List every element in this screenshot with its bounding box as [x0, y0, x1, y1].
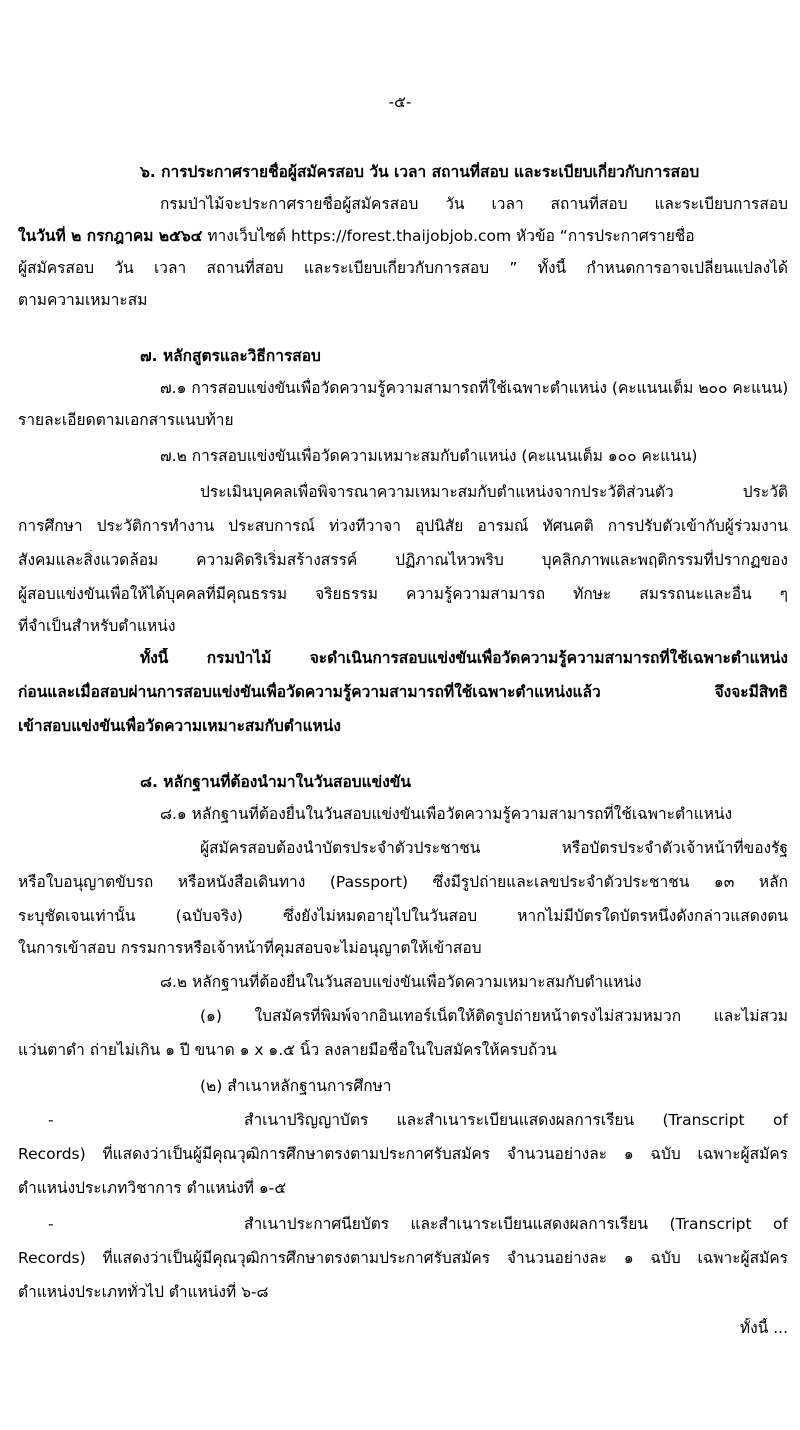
section-8-line-14: Records) ที่แสดงว่าเป็นผู้มีคุณวุฒิการศึกษาตรงตามประกาศรับสมัคร จำนวนอย่างละ ๑ ฉบับ เฉพาะผู้สมัคร — [18, 1249, 788, 1267]
section-7-line-8: ที่จำเป็นสำหรับตำแหน่ง — [18, 617, 176, 635]
section-8-line-3: หรือใบอนุญาตขับรถ หรือหนังสือเดินทาง (Passport) ซึ่งมีรูปถ่ายและเลขประจำตัวประชาชน ๑๓ หลัก — [18, 873, 788, 891]
section-6-line-1: กรมป่าไม้จะประกาศรายชื่อผู้สมัครสอบ วัน เวลา สถานที่สอบ และระเบียบการสอบ — [160, 195, 788, 213]
bullet-dash-2: - — [48, 1215, 54, 1233]
continuation-text: ทั้งนี้ ... — [739, 1319, 788, 1337]
section-7-heading: ๗. หลักสูตรและวิธีการสอบ — [140, 347, 321, 365]
section-8-line-13: สำเนาประกาศนียบัตร และสำเนาระเบียนแสดงผลการเรียน (Transcript of — [244, 1215, 788, 1233]
section-6-line-2 — [18, 226, 788, 246]
section-8-line-15: ตำแหน่งประเภททั่วไป ตำแหน่งที่ ๖-๘ — [18, 1283, 269, 1301]
page-number: -๕- — [388, 93, 412, 111]
section-8-line-7: (๑) ใบสมัครที่พิมพ์จากอินเทอร์เน็ตให้ติดรูปถ่ายหน้าตรงไม่สวมหมวก และไม่สวม — [200, 1007, 788, 1025]
section-7-line-1: ๗.๑ การสอบแข่งขันเพื่อวัดความรู้ความสามารถที่ใช้เฉพาะตำแหน่ง (คะแนนเต็ม ๒๐๐ คะแนน) — [160, 379, 788, 397]
section-7-note-3: เข้าสอบแข่งขันเพื่อวัดความเหมาะสมกับตำแหน่ง — [18, 717, 341, 735]
section-8-line-5: ในการเข้าสอบ กรรมการหรือเจ้าหน้าที่คุมสอบจะไม่อนุญาตให้เข้าสอบ — [18, 939, 482, 957]
section-8-line-2: ผู้สมัครสอบต้องนำบัตรประจำตัวประชาชน หรือบัตรประจำตัวเจ้าหน้าที่ของรัฐ — [200, 839, 788, 857]
section-8-heading: ๘. หลักฐานที่ต้องนำมาในวันสอบแข่งขัน — [140, 773, 411, 791]
announcement-website-text: ทางเว็บไซต์ https://forest.thaijobjob.com หัวข้อ “การประกาศรายชื่อ — [207, 227, 695, 245]
section-7-line-2: รายละเอียดตามเอกสารแนบท้าย — [18, 411, 234, 429]
section-6-heading: ๖. การประกาศรายชื่อผู้สมัครสอบ วัน เวลา สถานที่สอบ และระเบียบเกี่ยวกับการสอบ — [140, 163, 700, 181]
announcement-date: ในวันที่ ๒ กรกฎาคม ๒๕๖๔ — [18, 227, 203, 245]
section-7-line-4: ประเมินบุคคลเพื่อพิจารณาความเหมาะสมกับตำแหน่งจากประวัติส่วนตัว ประวัติ — [200, 483, 788, 501]
section-6-line-4: ตามความเหมาะสม — [18, 291, 148, 309]
section-8-line-12: ตำแหน่งประเภทวิชาการ ตำแหน่งที่ ๑-๕ — [18, 1179, 287, 1197]
section-7-line-6: สังคมและสิ่งแวดล้อม ความคิดริเริ่มสร้างสรรค์ ปฏิภาณไหวพริบ บุคลิกภาพและพฤติกรรมที่ปรากฏของ — [18, 551, 788, 569]
section-7-line-5: การศึกษา ประวัติการทำงาน ประสบการณ์ ท่วงทีวาจา อุปนิสัย อารมณ์ ทัศนคติ การปรับตัวเข้ากับผู้ร่วมงาน — [18, 517, 788, 535]
section-8-line-1: ๘.๑ หลักฐานที่ต้องยื่นในวันสอบแข่งขันเพื่อวัดความรู้ความสามารถที่ใช้เฉพาะตำแหน่ง — [160, 805, 733, 823]
section-8-line-6: ๘.๒ หลักฐานที่ต้องยื่นในวันสอบแข่งขันเพื่อวัดความเหมาะสมกับตำแหน่ง — [160, 973, 642, 991]
section-7-line-3: ๗.๒ การสอบแข่งขันเพื่อวัดความเหมาะสมกับตำแหน่ง (คะแนนเต็ม ๑๐๐ คะแนน) — [160, 447, 698, 465]
section-8-line-8: แว่นตาดำ ถ่ายไม่เกิน ๑ ปี ขนาด ๑ x ๑.๕ นิ้ว ลงลายมือชื่อในใบสมัครให้ครบถ้วน — [18, 1041, 557, 1059]
section-8-line-4: ระบุชัดเจนเท่านั้น (ฉบับจริง) ซึ่งยังไม่หมดอายุไปในวันสอบ หากไม่มีบัตรใดบัตรหนึ่งดังกล่าวแสดงตน — [18, 907, 788, 925]
section-7-note-2: ก่อนและเมื่อสอบผ่านการสอบแข่งขันเพื่อวัดความรู้ความสามารถที่ใช้เฉพาะตำแหน่งแล้ว จึงจะมีสิทธิ — [18, 683, 788, 701]
section-7-line-7: ผู้สอบแข่งขันเพื่อให้ได้บุคคลที่มีคุณธรรม จริยธรรม ความรู้ความสามารถ ทักษะ สมรรถนะและอื่น ๆ — [18, 585, 788, 603]
section-6-line-3: ผู้สมัครสอบ วัน เวลา สถานที่สอบ และระเบียบเกี่ยวกับการสอบ ” ทั้งนี้ กำหนดการอาจเปลี่ยนแปลงได้ — [18, 259, 788, 277]
section-7-note-1: ทั้งนี้ กรมป่าไม้ จะดำเนินการสอบแข่งขันเพื่อวัดความรู้ความสามารถที่ใช้เฉพาะตำแหน่ง — [140, 649, 788, 667]
bullet-dash-1: - — [48, 1111, 54, 1129]
section-8-line-11: Records) ที่แสดงว่าเป็นผู้มีคุณวุฒิการศึกษาตรงตามประกาศรับสมัคร จำนวนอย่างละ ๑ ฉบับ เฉพาะผู้สมัคร — [18, 1145, 788, 1163]
section-8-line-10: สำเนาปริญญาบัตร และสำเนาระเบียนแสดงผลการเรียน (Transcript of — [244, 1111, 788, 1129]
section-8-line-9: (๒) สำเนาหลักฐานการศึกษา — [200, 1077, 392, 1095]
